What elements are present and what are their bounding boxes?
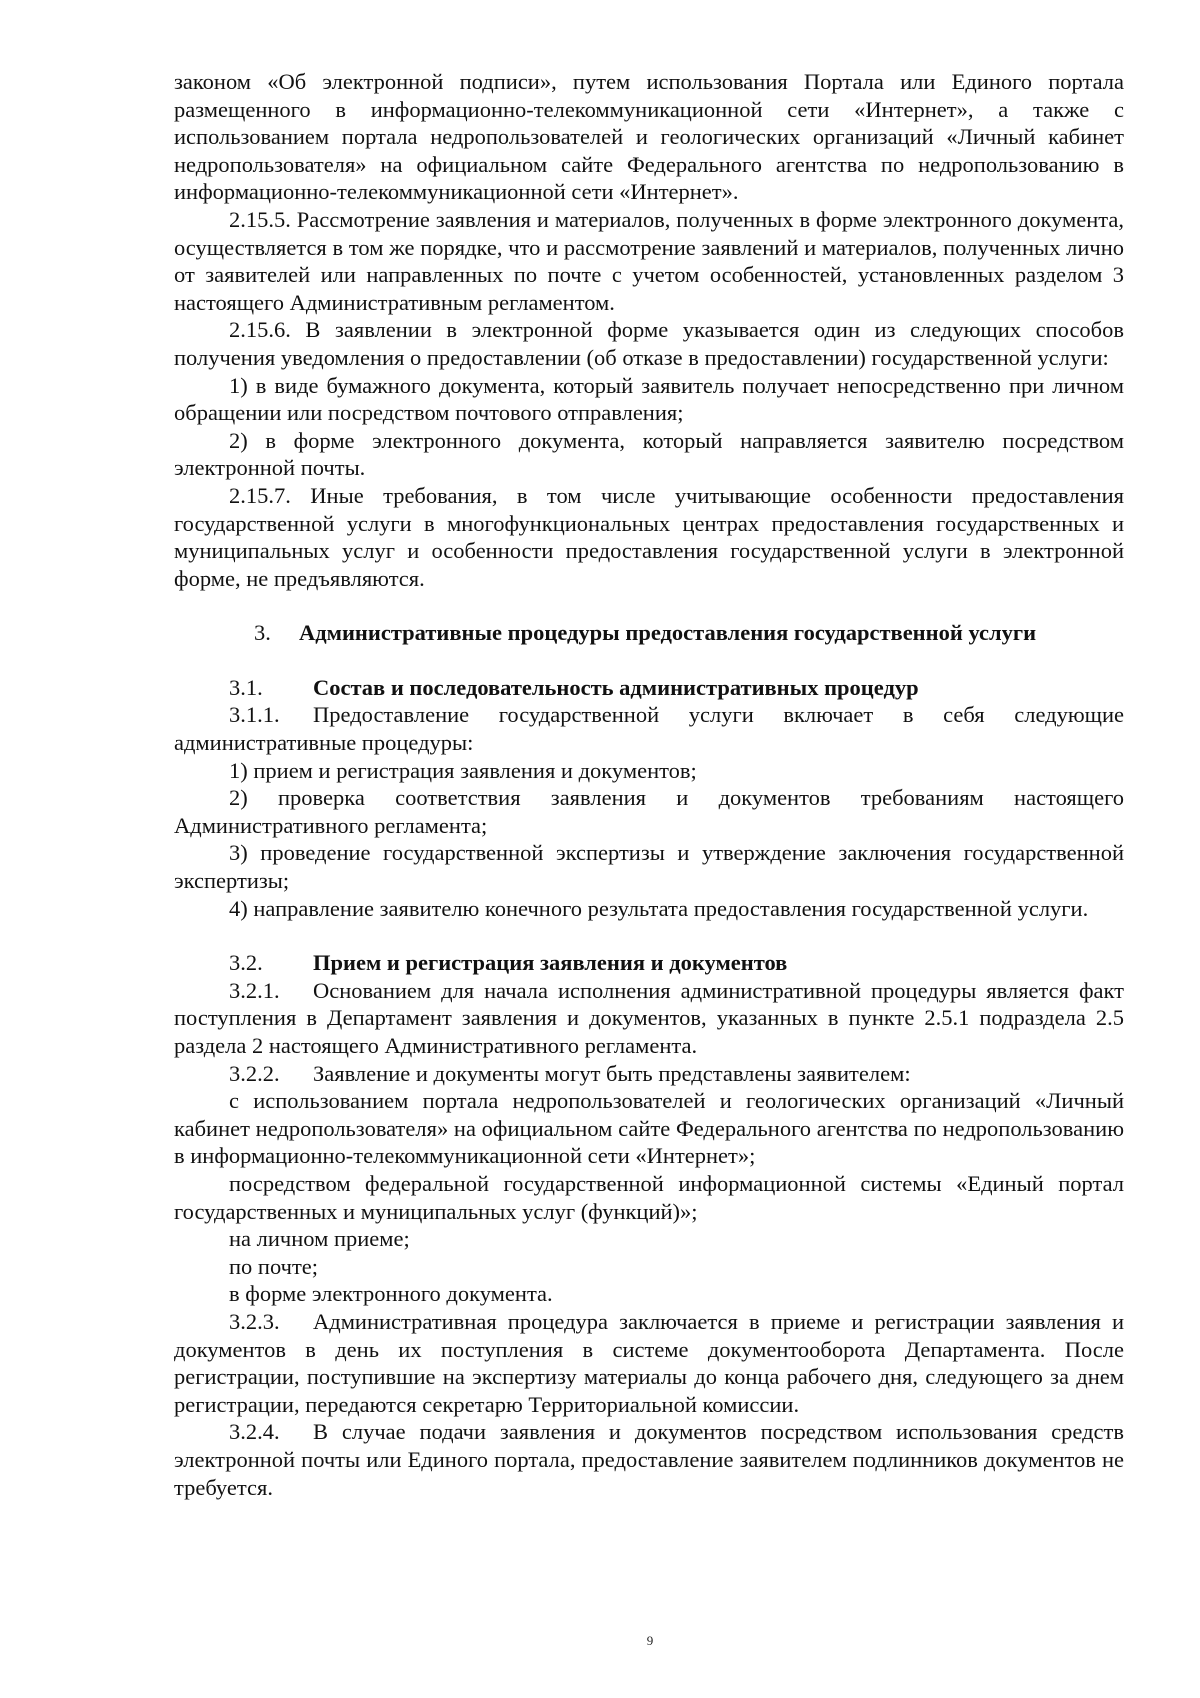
paragraph-number: 3.2.1. (229, 977, 280, 1003)
procedure-item: 3) проведение государственной экспертизы и утверждение заключения государственной экспертизы; (174, 840, 1124, 894)
paragraph-2-15-6: 2.15.6. В заявлении в электронной форме указывается один из следующих способов получения уведомления о предоставлении (об отказе в предоставлении) государственной услуги: (174, 317, 1124, 370)
submission-way: посредством федеральной государственной информационной системы «Единый портал государственных и муниципальных услуг (функций)»; (174, 1170, 1124, 1224)
section-title: Административные процедуры предоставления государственной услуги (299, 620, 1037, 646)
subsection-number: 3.1. (229, 674, 263, 700)
subsection-title: Прием и регистрация заявления и документов (313, 950, 788, 976)
paragraph-2-15-5: 2.15.5. Рассмотрение заявления и материалов, полученных в форме электронного документа, осуществляется в том же порядке, что и рассмотрение заявлений и материалов, полученных лично от заявителей или направленных по почте с учетом особенностей, установленных разделом 3 настоящего Административным регламентом. (174, 206, 1124, 315)
paragraph-text: В случае подачи заявления и документов посредством использования средств электронной почты или Единого портала, предоставление заявителем подлинников документов не требуется. (174, 1419, 1124, 1500)
paragraph-text: Основанием для начала исполнения административной процедуры является факт поступления в Департамент заявления и документов, указанных в пункте 2.5.1 подраздела 2.5 раздела 2 настоящего Административного регламента. (174, 977, 1124, 1058)
paragraph-3-2-3 (174, 1308, 1124, 1418)
subsection-3-1-heading (174, 674, 1124, 702)
paragraph-text: Заявление и документы могут быть представлены заявителем: (313, 1060, 911, 1086)
paragraph-continuation: законом «Об электронной подписи», путем использования Портала или Единого портала размещенного в информационно-телекоммуникационной сети «Интернет», а также с использованием портала недропользователей и геологических организаций «Личный кабинет недропользователя» на официальном сайте Федерального агентства по недропользованию в информационно-телекоммуникационной сети «Интернет». (174, 69, 1124, 205)
page-number: 9 (646, 1633, 654, 1648)
subsection-3-2-heading (174, 949, 1124, 977)
paragraph-3-1-1 (174, 701, 1124, 756)
submission-way: с использованием портала недропользователей и геологических организаций «Личный кабинет недропользователя» на официальном сайте Федерального агентства по недропользованию в информационно-телекоммуникационной сети «Интернет»; (174, 1088, 1124, 1169)
paragraph-number: 3.1.1. (229, 702, 280, 728)
submission-way: по почте; (229, 1253, 319, 1279)
procedure-item: 4) направление заявителю конечного результата предоставления государственной услуги. (229, 895, 1089, 921)
paragraph-number: 3.2.2. (229, 1060, 280, 1086)
procedure-item: 2) проверка соответствия заявления и документов требованиям настоящего Административного регламента; (174, 785, 1124, 838)
paragraph-3-2-4 (174, 1418, 1124, 1501)
list-item-1: 1) в виде бумажного документа, который заявитель получает непосредственно при личном обращении или посредством почтового отправления; (174, 372, 1124, 426)
paragraph-3-2-1 (174, 977, 1124, 1060)
submission-way: на личном приеме; (229, 1226, 410, 1252)
paragraph-2-15-7: 2.15.7. Иные требования, в том числе учитывающие особенности предоставления государственной услуги в многофункциональных центрах предоставления государственных и муниципальных услуг и особенности предоставления государственной услуги в электронной форме, не предъявляются. (174, 482, 1124, 591)
paragraph-text: Предоставление государственной услуги включает в себя следующие административные процедуры: (174, 702, 1124, 756)
list-item-2: 2) в форме электронного документа, который направляется заявителю посредством электронной почты. (174, 427, 1124, 481)
paragraph-number: 3.2.4. (229, 1419, 280, 1445)
section-number: 3. (254, 620, 271, 646)
section-3-heading (174, 619, 1124, 647)
submission-way: в форме электронного документа. (229, 1281, 553, 1307)
paragraph-text: Административная процедура заключается в приеме и регистрации заявления и документов в день их поступления в системе документооборота Департамента. После регистрации, поступившие на экспертизу материалы до конца рабочего дня, следующего за днем регистрации, передаются секретарю Территориальной комиссии. (174, 1308, 1124, 1417)
document-page (174, 68, 1124, 1501)
subsection-title: Состав и последовательность административных процедур (313, 674, 919, 700)
paragraph-number: 3.2.3. (229, 1308, 280, 1334)
subsection-number: 3.2. (229, 950, 263, 976)
procedure-item: 1) прием и регистрация заявления и документов; (229, 757, 697, 783)
paragraph-3-2-2 (174, 1060, 1124, 1088)
